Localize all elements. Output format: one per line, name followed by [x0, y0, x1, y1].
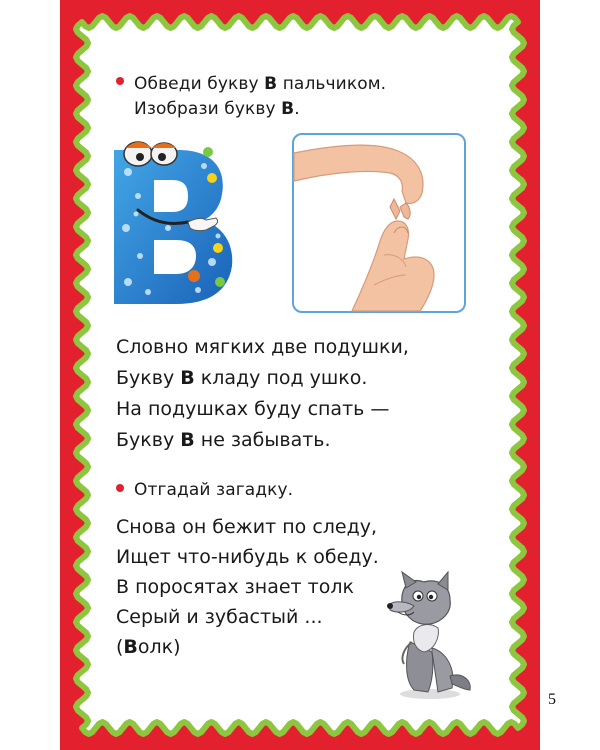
riddle-answer-open: (: [116, 636, 124, 658]
task-2-text: Отгадай загадку.: [134, 480, 294, 500]
riddle-line-1: Снова он бежит по следу,: [116, 516, 378, 538]
bullet-task-1: [116, 77, 124, 85]
poem: [116, 332, 409, 456]
cartoon-letter-icon: [108, 132, 240, 312]
poem-line-3-text: На подушках буду спать —: [116, 398, 390, 420]
task-1-line-2-text-end: .: [294, 99, 300, 119]
poem-line-3: [116, 394, 409, 425]
task-1-line-2-bold-letter: В: [281, 99, 295, 119]
cartoon-wolf-icon: [380, 572, 480, 700]
poem-line-4-text-end: не забывать.: [194, 429, 331, 451]
task-1-line-2: [134, 97, 300, 121]
poem-line-2-text: Букву: [116, 367, 181, 389]
poem-line-4-bold: В: [180, 429, 195, 451]
poem-line-4: [116, 425, 409, 456]
poem-line-2-text-end: кладу под ушко.: [194, 367, 368, 389]
poem-line-4-text: Букву: [116, 429, 181, 451]
page-number: 5: [541, 688, 563, 712]
poem-line-2: [116, 363, 409, 394]
hands-gesture-photo: [292, 133, 466, 313]
poem-line-1-text: Словно мягких две подушки,: [116, 336, 409, 358]
riddle-line-4: Серый и зубастый ...: [116, 606, 323, 628]
task-1-line-1-bold-letter: В: [264, 74, 278, 94]
poem-line-1: [116, 332, 409, 363]
riddle-answer: [116, 632, 379, 662]
riddle-line-2: Ищет что-нибудь к обеду.: [116, 546, 379, 568]
task-1-line-1-text-end: пальчиком.: [277, 74, 387, 94]
riddle-line-3: В поросятах знает толк: [116, 576, 354, 598]
riddle-answer-rest: олк): [137, 636, 181, 658]
riddle-answer-bold-letter: В: [123, 636, 138, 658]
task-1-line-1-text: Обведи букву: [134, 74, 265, 94]
task-1-line-2-text: Изобрази букву: [134, 99, 282, 119]
riddle: [116, 512, 379, 662]
task-1-line-1: [134, 72, 386, 96]
poem-line-2-bold: В: [180, 367, 195, 389]
bullet-task-2: [116, 484, 124, 492]
